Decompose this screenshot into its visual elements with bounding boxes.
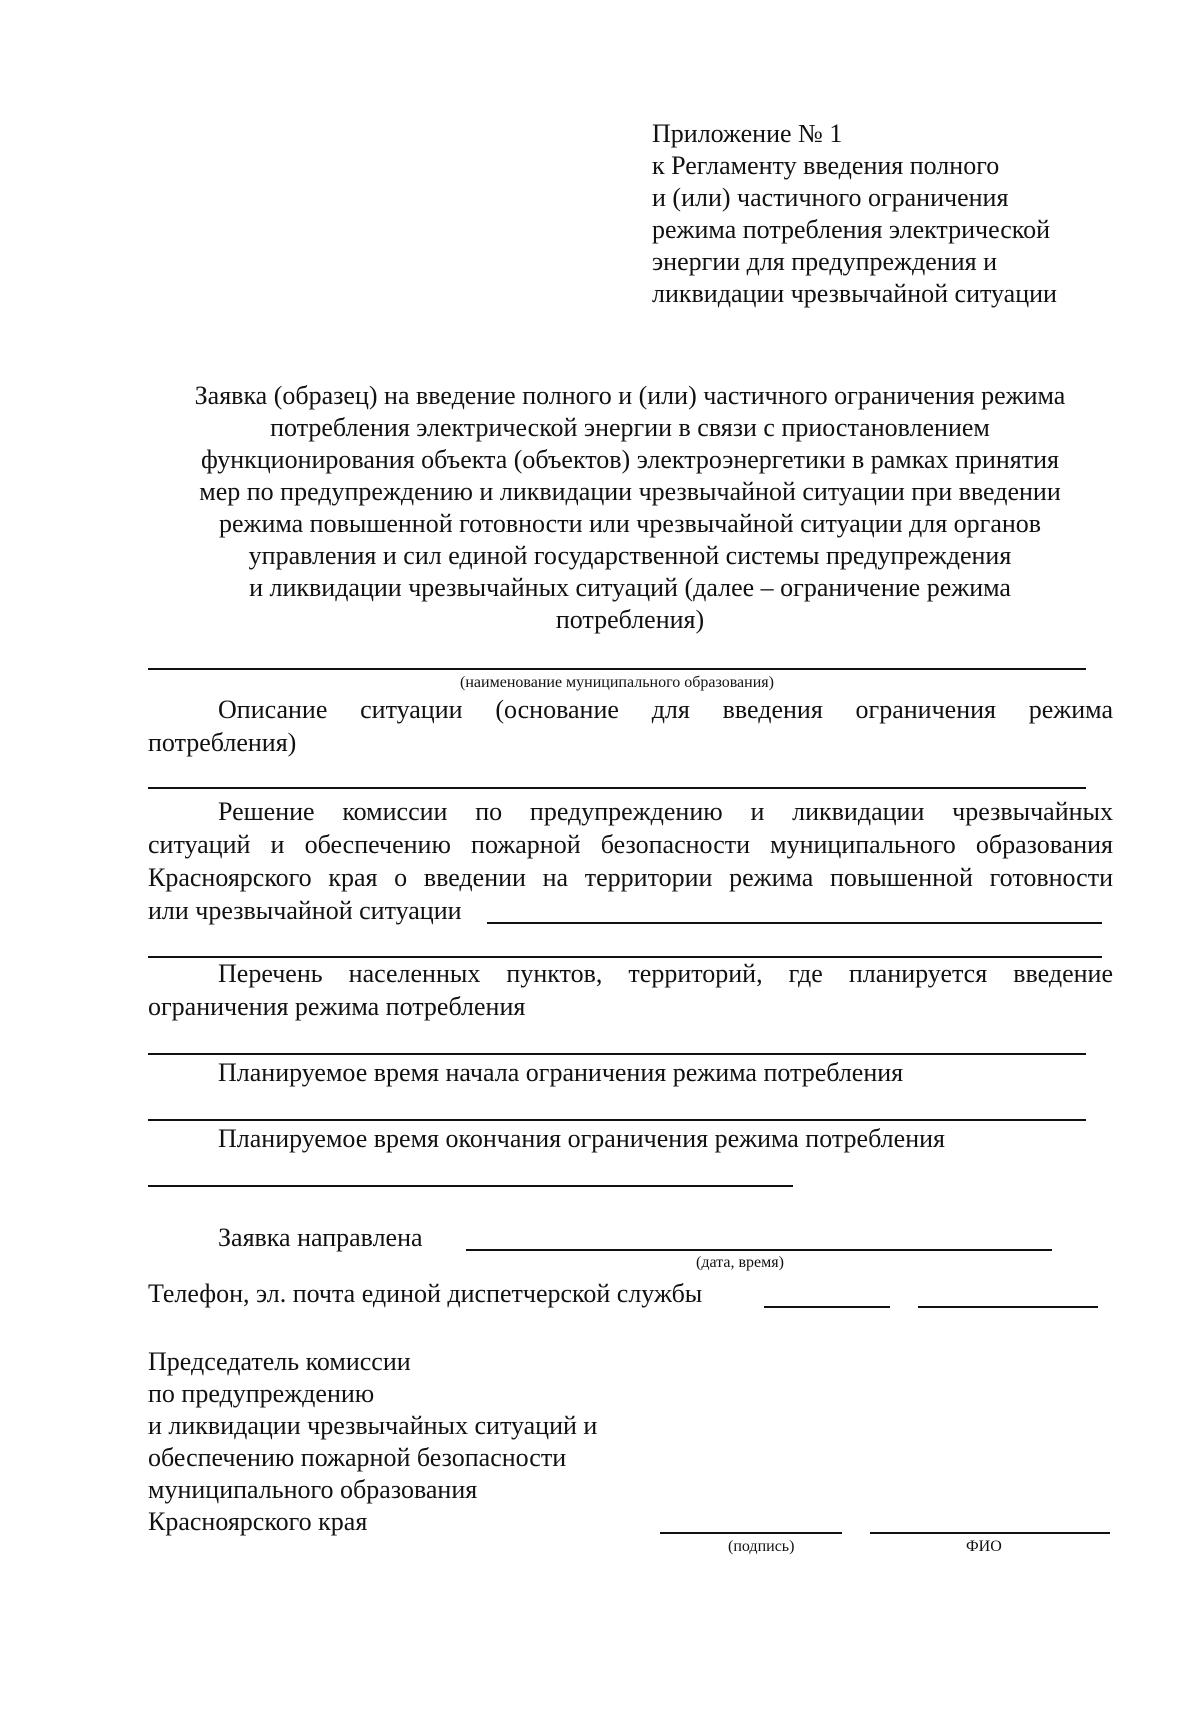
annex-line: Приложение № 1 [652, 119, 843, 148]
document-title [140, 380, 1120, 636]
chairman-line: Председатель комиссии [148, 1347, 411, 1376]
title-line: управления и сил единой государственной системы предупреждения [248, 541, 1012, 570]
end-time-field-line[interactable] [148, 1185, 793, 1187]
chairman-line: и ликвидации чрезвычайных ситуаций и [148, 1411, 598, 1440]
start-time-field-line[interactable] [148, 1119, 1086, 1121]
title-line: функционирования объекта (объектов) электроэнергетики в рамках принятия [201, 445, 1059, 474]
title-line: режима повышенной готовности или чрезвычайной ситуации для органов [218, 509, 1042, 538]
annex-line: режима потребления электрической [652, 215, 1051, 244]
settlements-field-line[interactable] [148, 1053, 1086, 1055]
chairman-line: по предупреждению [148, 1379, 375, 1408]
title-line: потребления) [555, 605, 705, 634]
decision-field-line-inline[interactable] [487, 922, 1102, 924]
municipality-caption: (наименование муниципального образования) [460, 674, 774, 691]
title-line: Заявка (образец) на введение полного и (или) частичного ограничения режима [194, 381, 1066, 410]
signature-caption: (подпись) [728, 1538, 795, 1555]
sent-caption: (дата, время) [696, 1254, 784, 1271]
annex-block [652, 118, 1057, 310]
chairman-line: Красноярского края [148, 1507, 368, 1536]
annex-line: к Регламенту введения полного [652, 151, 1000, 180]
decision-line1: Решение комиссии по предупреждению и ликвидации чрезвычайных [218, 797, 1113, 826]
end-time-label: Планируемое время окончания ограничения режима потребления [218, 1124, 945, 1153]
settlements-line1: Перечень населенных пунктов, территорий, где планируется введение [218, 959, 1113, 988]
sent-label: Заявка направлена [218, 1223, 423, 1252]
decision-line2: ситуаций и обеспечению пожарной безопасности муниципального образования [148, 830, 1113, 859]
name-field-line[interactable] [870, 1532, 1110, 1534]
settlements-line2: ограничения режима потребления [148, 992, 526, 1021]
email-field-line[interactable] [918, 1306, 1098, 1308]
decision-line4: или чрезвычайной ситуации [148, 896, 462, 925]
name-caption: ФИО [966, 1538, 1002, 1555]
situation-label-line1: Описание ситуации (основание для введения ограничения режима [218, 695, 1113, 724]
title-line: и ликвидации чрезвычайных ситуаций (далее – ограничение режима [249, 573, 1011, 602]
decision-line3: Красноярского края о введении на территории режима повышенной готовности [148, 863, 1113, 892]
situation-label-line2: потребления) [148, 728, 297, 757]
sent-datetime-field-line[interactable] [466, 1249, 1052, 1251]
start-time-label: Планируемое время начала ограничения режима потребления [218, 1058, 904, 1087]
phone-field-line[interactable] [764, 1306, 890, 1308]
signature-field-line[interactable] [660, 1532, 842, 1534]
annex-line: ликвидации чрезвычайной ситуации [652, 279, 1057, 308]
chairman-line: обеспечению пожарной безопасности [148, 1443, 567, 1472]
title-line: мер по предупреждению и ликвидации чрезвычайной ситуации при введении [199, 477, 1061, 506]
annex-line: и (или) частичного ограничения [652, 183, 1009, 212]
title-line: потребления электрической энергии в связи с приостановлением [270, 413, 990, 442]
municipality-field-line[interactable] [148, 668, 1086, 670]
chairman-line: муниципального образования [148, 1475, 478, 1504]
annex-line: энергии для предупреждения и [652, 247, 997, 276]
chairman-block [148, 1346, 597, 1538]
phone-label: Телефон, эл. почта единой диспетчерской службы [148, 1279, 703, 1308]
situation-field-line[interactable] [148, 787, 1086, 789]
